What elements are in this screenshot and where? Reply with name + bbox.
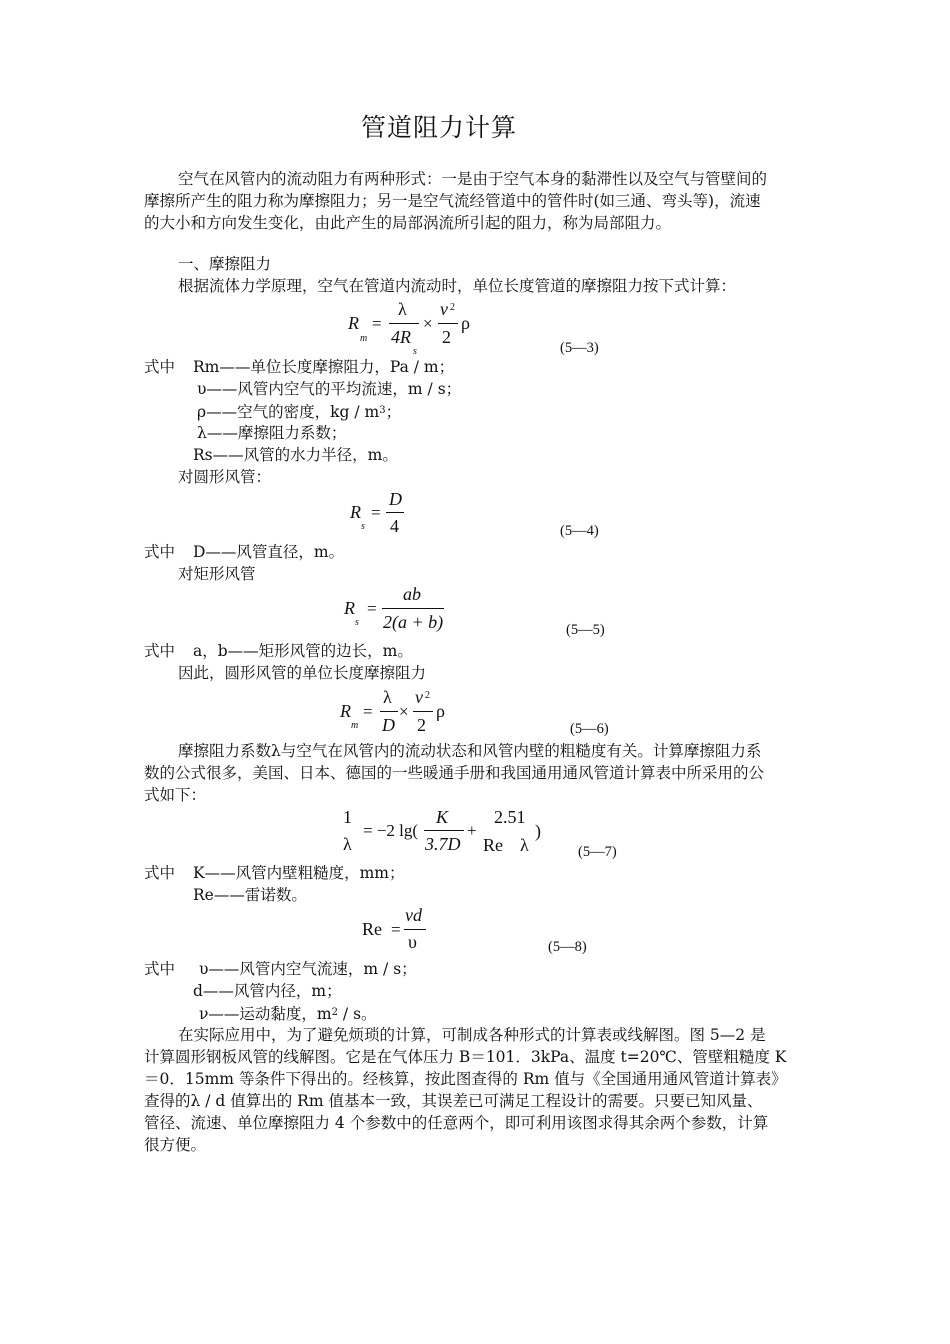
final-line-4: 查得的λ / d 值算出的 Rm 值基本一致，其误差已可满足工程设计的需要。只要已知风量、 <box>144 1092 763 1110</box>
eq56-rho: ρ <box>436 701 445 721</box>
eq55-frac-line <box>382 608 444 609</box>
eq56-frac1-line <box>380 711 398 712</box>
intro-line-2: 摩擦所产生的阻力称为摩擦阻力；另一是空气流经管道中的管件时(如三通、弯头等)，流速 <box>144 192 761 210</box>
final-line-5: 管径、流速、单位摩擦阻力 4 个参数中的任意两个，即可利用该图求得其余两个参数，计算 <box>144 1114 769 1132</box>
defs53-rho <box>197 400 401 423</box>
eq54-lhs-sub: s <box>361 521 365 532</box>
intro-line-3: 的大小和方向发生变化，由此产生的局部涡流所引起的阻力，称为局部阻力。 <box>144 214 672 232</box>
eq57-f2-den-re: Re <box>483 835 503 855</box>
eq56-lhs: R <box>340 701 351 721</box>
eq57-f1-num: K <box>436 807 449 827</box>
eq55-equals: = <box>367 599 377 618</box>
defs58-u: υ——风管内空气流速，m / s； <box>199 960 417 978</box>
eq53-frac1-line <box>389 323 419 324</box>
eq57-plus: + <box>467 821 477 840</box>
final-line-1: 在实际应用中，为了避免烦琐的计算，可制成各种形式的计算表或线解图。图 5—2 是 <box>178 1026 766 1044</box>
eq56-num2: v <box>415 687 423 707</box>
final-line-6: 很方便。 <box>144 1136 207 1154</box>
eq53-den2: 2 <box>442 327 451 347</box>
eq54-num: D <box>389 489 402 509</box>
eq54-frac-line <box>386 512 404 513</box>
eq58-frac-line <box>404 929 426 930</box>
defs53-rho-text: ρ——空气的密度，kg / m <box>197 403 380 421</box>
eq53-num1: λ <box>398 299 407 319</box>
eq56-den2: 2 <box>417 715 426 735</box>
eq53-times: × <box>423 314 433 333</box>
defs55-prefix: 式中 <box>144 642 176 660</box>
eq56-den1: D <box>382 715 395 735</box>
eq57-lhs-num: 1 <box>343 807 352 827</box>
defs58-v-end: / s。 <box>338 1005 377 1023</box>
defs58-v <box>199 1002 377 1025</box>
page-title: 管道阻力计算 <box>361 113 518 142</box>
friction-line-2: 数的公式很多，美国、日本、德国的一些暖通手册和我国通用通风管道计算表中所采用的公 <box>144 764 765 782</box>
eq58-num: vd <box>405 905 422 925</box>
eq58-number: (5—8) <box>548 939 587 955</box>
eq55-lhs: R <box>344 598 355 618</box>
eq58-equals: = <box>391 920 401 939</box>
round-duct-label: 对圆形风管： <box>178 468 272 486</box>
eq55-num: ab <box>403 584 421 604</box>
eq57-number: (5—7) <box>578 844 617 860</box>
defs57-re: Re——雷诺数。 <box>193 886 307 904</box>
eq55-number: (5—5) <box>566 622 605 638</box>
eq58-den: υ <box>408 932 417 952</box>
eq56-num1: λ <box>383 687 392 707</box>
defs57-k: K——风管内壁粗糙度，mm； <box>193 864 405 882</box>
eq53-num2: v <box>440 299 448 319</box>
defs58-prefix: 式中 <box>144 960 176 978</box>
eq55-den: 2(a + b) <box>383 612 444 632</box>
eq55-lhs-sub: s <box>355 617 359 628</box>
eq54-equals: = <box>371 503 381 522</box>
intro-line-1: 空气在风管内的流动阻力有两种形式：一是由于空气本身的黏滞性以及空气与管壁间的 <box>178 170 768 188</box>
defs58-v-sup: 2 <box>331 1007 338 1018</box>
eq57-f1-den: 3.7D <box>425 834 461 854</box>
eq53-lhs-sub: m <box>360 333 368 344</box>
eq54-den: 4 <box>390 516 399 536</box>
defs58-d: d——风管内径，m； <box>193 982 342 1000</box>
eq57-frac1-line <box>424 830 464 831</box>
eq53-number: (5—3) <box>560 340 599 356</box>
defs54-prefix: 式中 <box>144 543 176 561</box>
eq53-den1: 4R <box>391 327 411 347</box>
eq56-times: × <box>399 702 409 721</box>
defs53-rho-end: ； <box>385 403 402 421</box>
eq53-frac2-line <box>438 323 458 324</box>
defs53-prefix: 式中 <box>144 358 176 376</box>
eq57-lhs-den: λ <box>343 834 352 854</box>
eq57-f2-den-lambda: λ <box>520 835 529 855</box>
eq56-num2-sup: 2 <box>425 690 430 701</box>
therefore-label: 因此，圆形风管的单位长度摩擦阻力 <box>178 664 427 682</box>
eq57-f2-num: 2.51 <box>494 807 526 827</box>
section-heading: 一、摩擦阻力 <box>178 255 272 273</box>
eq53-lhs: R <box>348 313 359 333</box>
eq53-den1-sub: s <box>413 346 417 357</box>
defs53-rho-sup: 3 <box>379 405 386 416</box>
defs55-ab: a，b——矩形风管的边长，m。 <box>193 642 413 660</box>
friction-line-1: 摩擦阻力系数λ与空气在风管内的流动状态和风管内壁的粗糙度有关。计算摩擦阻力系 <box>178 742 762 760</box>
defs54-d: D——风管直径，m。 <box>193 543 345 561</box>
eq56-number: (5—6) <box>570 721 609 737</box>
rect-duct-label: 对矩形风管 <box>178 565 256 583</box>
eq53-equals: = <box>372 314 382 333</box>
defs53-rs: Rs——风管的水力半径，m。 <box>193 446 398 464</box>
eq56-equals: = <box>363 702 373 721</box>
eq56-frac2-line <box>413 711 433 712</box>
defs53-rm: Rm——单位长度摩擦阻力，Pa / m； <box>193 358 455 376</box>
eq58-lhs: Re <box>362 919 382 939</box>
defs53-lambda: λ——摩擦阻力系数； <box>197 424 347 442</box>
section-text: 根据流体力学原理，空气在管道内流动时，单位长度管道的摩擦阻力按下式计算： <box>178 277 737 295</box>
eq57-close: ) <box>535 821 541 841</box>
final-line-2: 计算圆形钢板风管的线解图。它是在气体压力 B＝101．3kPa、温度 t=20℃、管壁粗糙度 K <box>144 1048 787 1066</box>
final-line-3: ＝0．15mm 等条件下得出的。经核算，按此图查得的 Rm 值与《全国通用通风管道计算表》 <box>144 1070 787 1088</box>
eq53-num2-sup: 2 <box>450 302 455 313</box>
defs53-u: υ——风管内空气的平均流速，m / s； <box>197 380 462 398</box>
eq53-rho: ρ <box>461 313 470 333</box>
eq54-number: (5—4) <box>560 523 599 539</box>
eq57-eq: = −2 lg( <box>363 821 419 840</box>
eq54-lhs: R <box>350 502 361 522</box>
eq56-lhs-sub: m <box>351 720 359 731</box>
defs57-prefix: 式中 <box>144 864 176 882</box>
friction-line-3: 式如下： <box>144 786 207 804</box>
defs58-v-text: ν——运动黏度，m <box>199 1005 332 1023</box>
